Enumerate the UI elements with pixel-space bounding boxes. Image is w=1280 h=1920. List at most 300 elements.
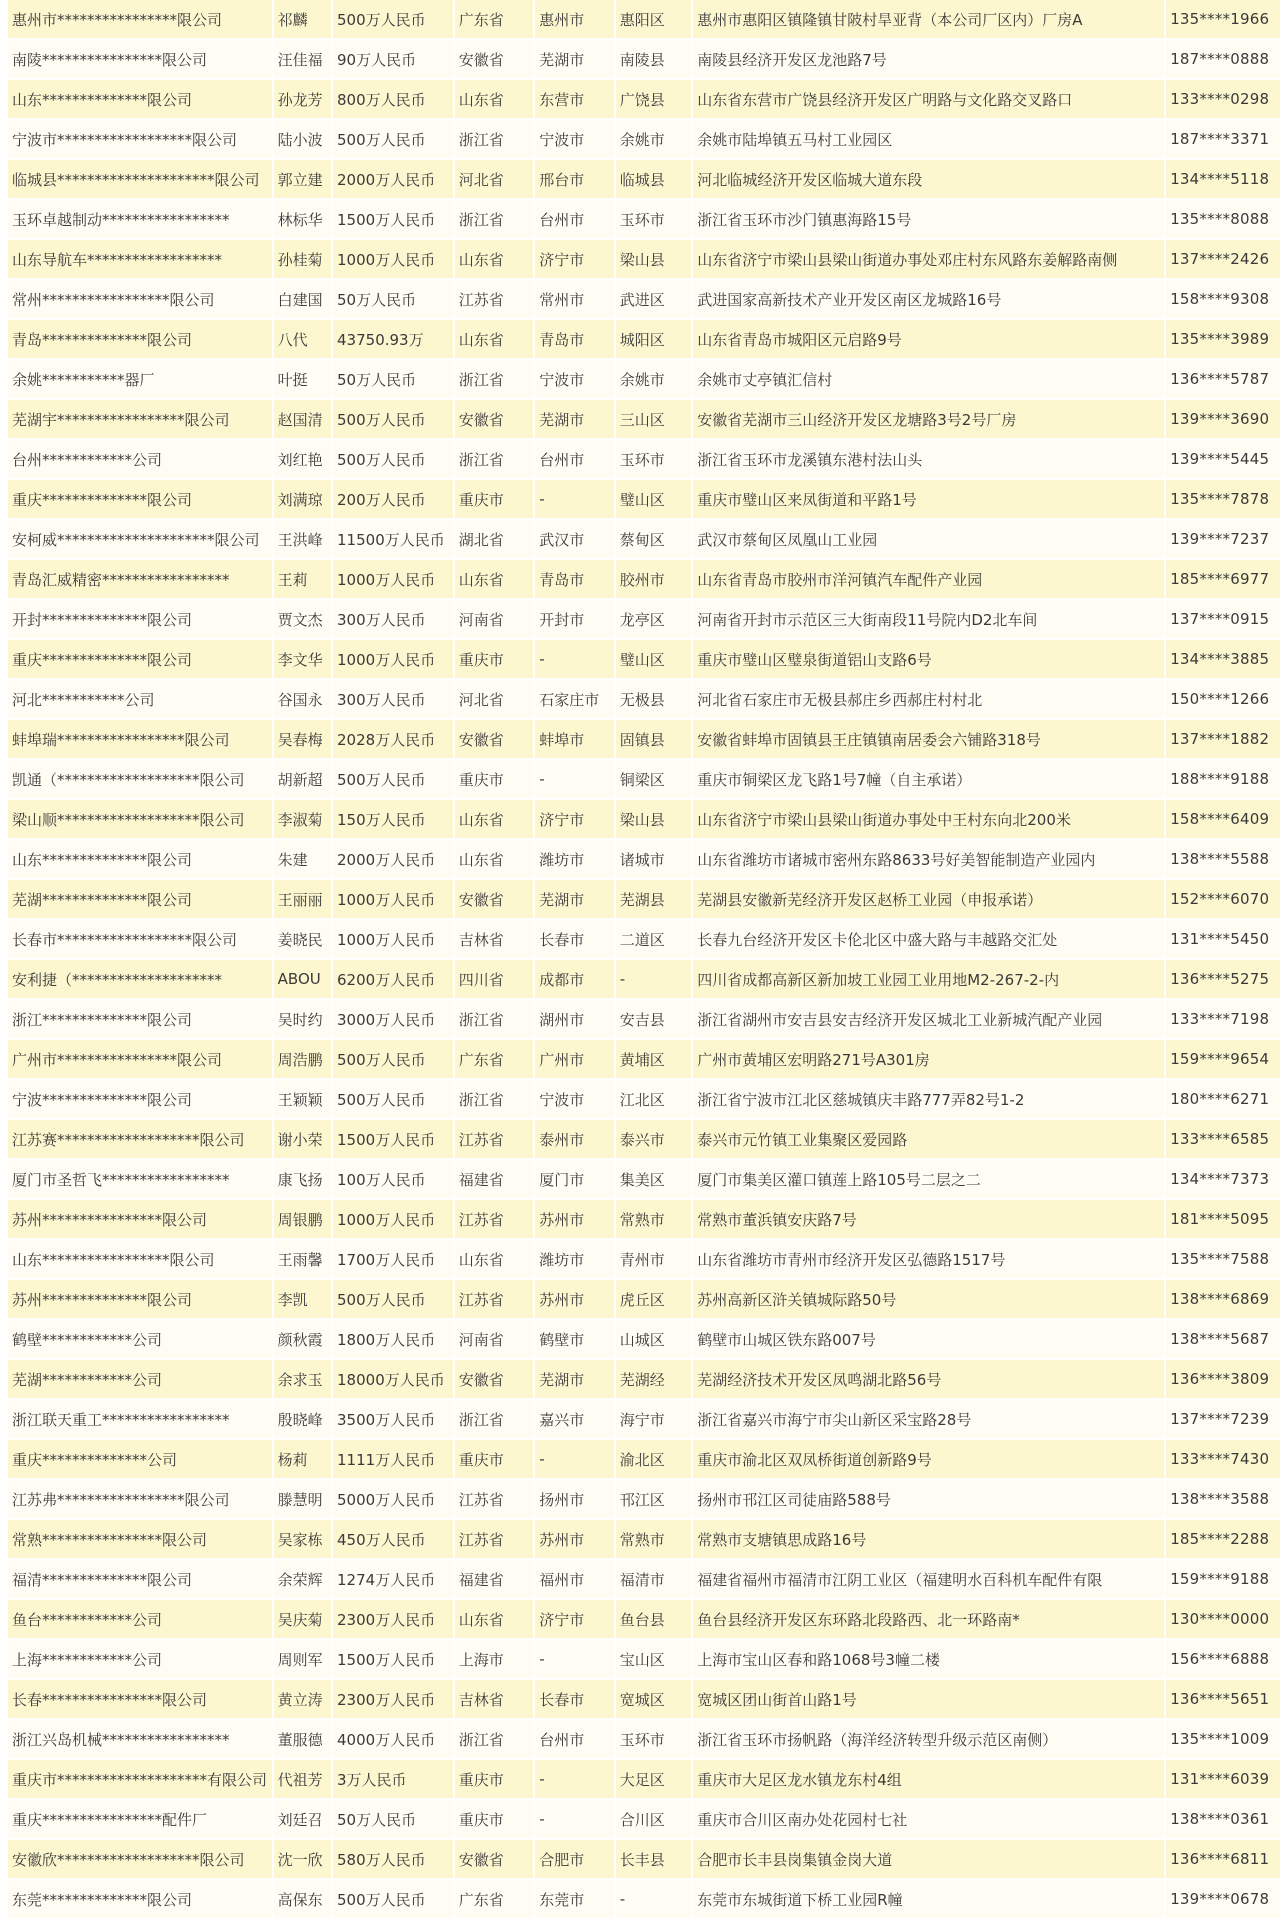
- legal-person-cell: 颜秋霞: [274, 1320, 333, 1360]
- city-cell: 芜湖市: [535, 880, 616, 920]
- address-cell: 重庆市大足区龙水镇龙东村4组: [693, 1760, 1166, 1800]
- registered-capital-cell: 3万人民币: [333, 1760, 455, 1800]
- province-cell: 江苏省: [455, 280, 536, 320]
- table-row: [8, 320, 1280, 360]
- company-name-cell: 长春市******************限公司: [8, 920, 274, 960]
- registered-capital-cell: 90万人民币: [333, 40, 455, 80]
- registered-capital-cell: 1500万人民币: [333, 1640, 455, 1680]
- district-cell: 芜湖县: [616, 880, 693, 920]
- province-cell: 广东省: [455, 1040, 536, 1080]
- province-cell: 浙江省: [455, 1080, 536, 1120]
- table-row: [8, 1160, 1280, 1200]
- city-cell: 宁波市: [535, 360, 616, 400]
- table-row: [8, 80, 1280, 120]
- registered-capital-cell: 500万人民币: [333, 400, 455, 440]
- legal-person-cell: 沈一欣: [274, 1840, 333, 1880]
- address-cell: 扬州市邗江区司徒庙路588号: [693, 1480, 1166, 1520]
- company-name-cell: 江苏赛*******************限公司: [8, 1120, 274, 1160]
- address-cell: 河北临城经济开发区临城大道东段: [693, 160, 1166, 200]
- legal-person-cell: ABOU: [274, 960, 333, 1000]
- company-name-cell: 上海************公司: [8, 1640, 274, 1680]
- district-cell: 常熟市: [616, 1200, 693, 1240]
- table-row: [8, 440, 1280, 480]
- table-row: [8, 1120, 1280, 1160]
- province-cell: 重庆市: [455, 1440, 536, 1480]
- district-cell: 宽城区: [616, 1680, 693, 1720]
- legal-person-cell: 朱建: [274, 840, 333, 880]
- district-cell: 安吉县: [616, 1000, 693, 1040]
- table-row: [8, 840, 1280, 880]
- phone-cell: 135****8088: [1166, 200, 1280, 240]
- province-cell: 山东省: [455, 240, 536, 280]
- phone-cell: 139****3690: [1166, 400, 1280, 440]
- city-cell: 广州市: [535, 1040, 616, 1080]
- registered-capital-cell: 500万人民币: [333, 0, 455, 40]
- legal-person-cell: 八代: [274, 320, 333, 360]
- district-cell: 大足区: [616, 1760, 693, 1800]
- table-row: [8, 1400, 1280, 1440]
- address-cell: 厦门市集美区灌口镇莲上路105号二层之二: [693, 1160, 1166, 1200]
- legal-person-cell: 王颖颖: [274, 1080, 333, 1120]
- company-name-cell: 余姚***********器厂: [8, 360, 274, 400]
- table-row: [8, 600, 1280, 640]
- province-cell: 山东省: [455, 320, 536, 360]
- registered-capital-cell: 1000万人民币: [333, 920, 455, 960]
- city-cell: 宁波市: [535, 1080, 616, 1120]
- city-cell: -: [535, 1760, 616, 1800]
- district-cell: 邗江区: [616, 1480, 693, 1520]
- province-cell: 吉林省: [455, 1680, 536, 1720]
- province-cell: 浙江省: [455, 440, 536, 480]
- registered-capital-cell: 500万人民币: [333, 1080, 455, 1120]
- address-cell: 安徽省芜湖市三山经济开发区龙塘路3号2号厂房: [693, 400, 1166, 440]
- registered-capital-cell: 6200万人民币: [333, 960, 455, 1000]
- address-cell: 常熟市支塘镇思成路16号: [693, 1520, 1166, 1560]
- table-row: [8, 120, 1280, 160]
- company-name-cell: 福清**************限公司: [8, 1560, 274, 1600]
- company-name-cell: 蚌埠瑞*****************限公司: [8, 720, 274, 760]
- address-cell: 芜湖县安徽新芜经济开发区赵桥工业园（申报承诺）: [693, 880, 1166, 920]
- legal-person-cell: 赵国清: [274, 400, 333, 440]
- phone-cell: 135****1966: [1166, 0, 1280, 40]
- city-cell: 济宁市: [535, 800, 616, 840]
- legal-person-cell: 吴庆菊: [274, 1600, 333, 1640]
- company-name-cell: 重庆**************公司: [8, 1440, 274, 1480]
- registered-capital-cell: 580万人民币: [333, 1840, 455, 1880]
- legal-person-cell: 周则军: [274, 1640, 333, 1680]
- company-name-cell: 安柯威*********************限公司: [8, 520, 274, 560]
- company-name-cell: 鱼台************公司: [8, 1600, 274, 1640]
- province-cell: 江苏省: [455, 1120, 536, 1160]
- city-cell: -: [535, 640, 616, 680]
- city-cell: 东营市: [535, 80, 616, 120]
- phone-cell: 138****0361: [1166, 1800, 1280, 1840]
- company-name-cell: 广州市****************限公司: [8, 1040, 274, 1080]
- phone-cell: 133****6585: [1166, 1120, 1280, 1160]
- city-cell: 长春市: [535, 1680, 616, 1720]
- city-cell: 泰州市: [535, 1120, 616, 1160]
- address-cell: 山东省济宁市梁山县梁山街道办事处中王村东向北200米: [693, 800, 1166, 840]
- legal-person-cell: 康飞扬: [274, 1160, 333, 1200]
- district-cell: 虎丘区: [616, 1280, 693, 1320]
- phone-cell: 187****0888: [1166, 40, 1280, 80]
- legal-person-cell: 孙桂菊: [274, 240, 333, 280]
- phone-cell: 138****3588: [1166, 1480, 1280, 1520]
- address-cell: 上海市宝山区春和路1068号3幢二楼: [693, 1640, 1166, 1680]
- district-cell: 海宁市: [616, 1400, 693, 1440]
- registered-capital-cell: 500万人民币: [333, 1040, 455, 1080]
- city-cell: 邢台市: [535, 160, 616, 200]
- company-name-cell: 重庆****************配件厂: [8, 1800, 274, 1840]
- company-name-cell: 芜湖宇*****************限公司: [8, 400, 274, 440]
- district-cell: 常熟市: [616, 1520, 693, 1560]
- district-cell: 玉环市: [616, 200, 693, 240]
- province-cell: 安徽省: [455, 720, 536, 760]
- district-cell: 芜湖经: [616, 1360, 693, 1400]
- company-name-cell: 长春****************限公司: [8, 1680, 274, 1720]
- province-cell: 浙江省: [455, 360, 536, 400]
- province-cell: 浙江省: [455, 200, 536, 240]
- phone-cell: 137****1882: [1166, 720, 1280, 760]
- registered-capital-cell: 11500万人民币: [333, 520, 455, 560]
- registered-capital-cell: 1000万人民币: [333, 560, 455, 600]
- district-cell: 集美区: [616, 1160, 693, 1200]
- city-cell: 合肥市: [535, 1840, 616, 1880]
- province-cell: 江苏省: [455, 1480, 536, 1520]
- table-row: [8, 1600, 1280, 1640]
- address-cell: 重庆市铜梁区龙飞路1号7幢（自主承诺）: [693, 760, 1166, 800]
- table-body: [8, 0, 1280, 1920]
- district-cell: 龙亭区: [616, 600, 693, 640]
- phone-cell: 131****6039: [1166, 1760, 1280, 1800]
- phone-cell: 135****1009: [1166, 1720, 1280, 1760]
- registered-capital-cell: 2300万人民币: [333, 1680, 455, 1720]
- phone-cell: 159****9654: [1166, 1040, 1280, 1080]
- registered-capital-cell: 500万人民币: [333, 1880, 455, 1920]
- address-cell: 河北省石家庄市无极县郝庄乡西郝庄村村北: [693, 680, 1166, 720]
- table-row: [8, 280, 1280, 320]
- district-cell: 玉环市: [616, 1720, 693, 1760]
- address-cell: 长春九台经济开发区卡伦北区中盛大路与丰越路交汇处: [693, 920, 1166, 960]
- company-name-cell: 山东导航车******************: [8, 240, 274, 280]
- address-cell: 武汉市蔡甸区凤凰山工业园: [693, 520, 1166, 560]
- phone-cell: 130****0000: [1166, 1600, 1280, 1640]
- phone-cell: 138****6869: [1166, 1280, 1280, 1320]
- province-cell: 四川省: [455, 960, 536, 1000]
- address-cell: 山东省青岛市胶州市洋河镇汽车配件产业园: [693, 560, 1166, 600]
- district-cell: 三山区: [616, 400, 693, 440]
- table-row: [8, 1200, 1280, 1240]
- table-row: [8, 1000, 1280, 1040]
- province-cell: 江苏省: [455, 1280, 536, 1320]
- legal-person-cell: 殷晓峰: [274, 1400, 333, 1440]
- city-cell: 长春市: [535, 920, 616, 960]
- company-name-cell: 宁波**************限公司: [8, 1080, 274, 1120]
- legal-person-cell: 胡新超: [274, 760, 333, 800]
- province-cell: 浙江省: [455, 1400, 536, 1440]
- legal-person-cell: 刘满琼: [274, 480, 333, 520]
- company-name-cell: 山东**************限公司: [8, 80, 274, 120]
- table-row: [8, 720, 1280, 760]
- province-cell: 河北省: [455, 680, 536, 720]
- phone-cell: 139****0678: [1166, 1880, 1280, 1920]
- address-cell: 山东省潍坊市诸城市密州东路8633号好美智能制造产业园内: [693, 840, 1166, 880]
- city-cell: -: [535, 1440, 616, 1480]
- registered-capital-cell: 500万人民币: [333, 120, 455, 160]
- city-cell: 湖州市: [535, 1000, 616, 1040]
- legal-person-cell: 周浩鹏: [274, 1040, 333, 1080]
- city-cell: 台州市: [535, 200, 616, 240]
- registered-capital-cell: 1000万人民币: [333, 880, 455, 920]
- city-cell: 扬州市: [535, 1480, 616, 1520]
- company-name-cell: 惠州市****************限公司: [8, 0, 274, 40]
- district-cell: 璧山区: [616, 480, 693, 520]
- company-name-cell: 开封**************限公司: [8, 600, 274, 640]
- registered-capital-cell: 300万人民币: [333, 680, 455, 720]
- company-name-cell: 山东**************限公司: [8, 840, 274, 880]
- district-cell: 江北区: [616, 1080, 693, 1120]
- district-cell: 梁山县: [616, 240, 693, 280]
- legal-person-cell: 王莉: [274, 560, 333, 600]
- province-cell: 山东省: [455, 80, 536, 120]
- company-name-cell: 常熟****************限公司: [8, 1520, 274, 1560]
- address-cell: 重庆市璧山区璧泉街道铝山支路6号: [693, 640, 1166, 680]
- legal-person-cell: 吴时约: [274, 1000, 333, 1040]
- province-cell: 山东省: [455, 560, 536, 600]
- table-row: [8, 1720, 1280, 1760]
- phone-cell: 136****3809: [1166, 1360, 1280, 1400]
- address-cell: 芜湖经济技术开发区凤鸣湖北路56号: [693, 1360, 1166, 1400]
- district-cell: 余姚市: [616, 120, 693, 160]
- phone-cell: 136****5651: [1166, 1680, 1280, 1720]
- city-cell: 鹤壁市: [535, 1320, 616, 1360]
- address-cell: 四川省成都高新区新加坡工业园工业用地M2-267-2-内: [693, 960, 1166, 1000]
- legal-person-cell: 李文华: [274, 640, 333, 680]
- address-cell: 合肥市长丰县岗集镇金岗大道: [693, 1840, 1166, 1880]
- legal-person-cell: 周银鹏: [274, 1200, 333, 1240]
- phone-cell: 185****6977: [1166, 560, 1280, 600]
- table-row: [8, 760, 1280, 800]
- company-name-cell: 青岛汇威精密*****************: [8, 560, 274, 600]
- phone-cell: 180****6271: [1166, 1080, 1280, 1120]
- city-cell: 苏州市: [535, 1200, 616, 1240]
- city-cell: 台州市: [535, 440, 616, 480]
- address-cell: 武进国家高新技术产业开发区南区龙城路16号: [693, 280, 1166, 320]
- city-cell: 潍坊市: [535, 1240, 616, 1280]
- table-row: [8, 160, 1280, 200]
- city-cell: 成都市: [535, 960, 616, 1000]
- legal-person-cell: 刘红艳: [274, 440, 333, 480]
- legal-person-cell: 李淑菊: [274, 800, 333, 840]
- district-cell: 梁山县: [616, 800, 693, 840]
- phone-cell: 188****9188: [1166, 760, 1280, 800]
- province-cell: 安徽省: [455, 1360, 536, 1400]
- district-cell: 诸城市: [616, 840, 693, 880]
- district-cell: 玉环市: [616, 440, 693, 480]
- legal-person-cell: 吴春梅: [274, 720, 333, 760]
- phone-cell: 134****5118: [1166, 160, 1280, 200]
- district-cell: 铜梁区: [616, 760, 693, 800]
- legal-person-cell: 王丽丽: [274, 880, 333, 920]
- city-cell: 芜湖市: [535, 1360, 616, 1400]
- registered-capital-cell: 450万人民币: [333, 1520, 455, 1560]
- city-cell: 石家庄市: [535, 680, 616, 720]
- table-row: [8, 1680, 1280, 1720]
- company-name-cell: 苏州****************限公司: [8, 1200, 274, 1240]
- legal-person-cell: 叶挺: [274, 360, 333, 400]
- company-name-cell: 台州************公司: [8, 440, 274, 480]
- registered-capital-cell: 200万人民币: [333, 480, 455, 520]
- table-row: [8, 1760, 1280, 1800]
- district-cell: 无极县: [616, 680, 693, 720]
- district-cell: 临城县: [616, 160, 693, 200]
- registered-capital-cell: 800万人民币: [333, 80, 455, 120]
- table-row: [8, 920, 1280, 960]
- district-cell: 鱼台县: [616, 1600, 693, 1640]
- company-name-cell: 河北***********公司: [8, 680, 274, 720]
- address-cell: 浙江省嘉兴市海宁市尖山新区采宝路28号: [693, 1400, 1166, 1440]
- city-cell: 惠州市: [535, 0, 616, 40]
- city-cell: 青岛市: [535, 320, 616, 360]
- province-cell: 湖北省: [455, 520, 536, 560]
- province-cell: 山东省: [455, 1600, 536, 1640]
- company-name-cell: 南陵****************限公司: [8, 40, 274, 80]
- district-cell: -: [616, 960, 693, 1000]
- province-cell: 福建省: [455, 1160, 536, 1200]
- phone-cell: 136****5275: [1166, 960, 1280, 1000]
- company-name-cell: 临城县*********************限公司: [8, 160, 274, 200]
- district-cell: 蔡甸区: [616, 520, 693, 560]
- province-cell: 重庆市: [455, 1800, 536, 1840]
- company-name-cell: 重庆**************限公司: [8, 640, 274, 680]
- legal-person-cell: 王雨馨: [274, 1240, 333, 1280]
- table-row: [8, 1840, 1280, 1880]
- address-cell: 浙江省玉环市龙溪镇东港村法山头: [693, 440, 1166, 480]
- province-cell: 安徽省: [455, 1840, 536, 1880]
- province-cell: 福建省: [455, 1560, 536, 1600]
- city-cell: 芜湖市: [535, 40, 616, 80]
- address-cell: 余姚市陆埠镇五马村工业园区: [693, 120, 1166, 160]
- city-cell: -: [535, 760, 616, 800]
- address-cell: 惠州市惠阳区镇隆镇甘陂村旱亚背（本公司厂区内）厂房A: [693, 0, 1166, 40]
- phone-cell: 138****5588: [1166, 840, 1280, 880]
- phone-cell: 135****7878: [1166, 480, 1280, 520]
- address-cell: 浙江省宁波市江北区慈城镇庆丰路777弄82号1-2: [693, 1080, 1166, 1120]
- province-cell: 山东省: [455, 800, 536, 840]
- phone-cell: 158****9308: [1166, 280, 1280, 320]
- legal-person-cell: 高保东: [274, 1880, 333, 1920]
- district-cell: 宝山区: [616, 1640, 693, 1680]
- phone-cell: 137****0915: [1166, 600, 1280, 640]
- company-name-cell: 芜湖************公司: [8, 1360, 274, 1400]
- city-cell: 东莞市: [535, 1880, 616, 1920]
- legal-person-cell: 谷国永: [274, 680, 333, 720]
- province-cell: 重庆市: [455, 640, 536, 680]
- phone-cell: 133****0298: [1166, 80, 1280, 120]
- legal-person-cell: 郭立建: [274, 160, 333, 200]
- registered-capital-cell: 1000万人民币: [333, 640, 455, 680]
- district-cell: 南陵县: [616, 40, 693, 80]
- registered-capital-cell: 1000万人民币: [333, 1200, 455, 1240]
- address-cell: 常熟市董浜镇安庆路7号: [693, 1200, 1166, 1240]
- registered-capital-cell: 500万人民币: [333, 760, 455, 800]
- province-cell: 吉林省: [455, 920, 536, 960]
- table-row: [8, 400, 1280, 440]
- registered-capital-cell: 500万人民币: [333, 440, 455, 480]
- address-cell: 鱼台县经济开发区东环路北段路西、北一环路南*: [693, 1600, 1166, 1640]
- district-cell: 武进区: [616, 280, 693, 320]
- legal-person-cell: 吴家栋: [274, 1520, 333, 1560]
- company-name-cell: 宁波市******************限公司: [8, 120, 274, 160]
- address-cell: 山东省东营市广饶县经济开发区广明路与文化路交叉路口: [693, 80, 1166, 120]
- district-cell: 城阳区: [616, 320, 693, 360]
- province-cell: 浙江省: [455, 1720, 536, 1760]
- table-row: [8, 1560, 1280, 1600]
- table-row: [8, 200, 1280, 240]
- company-name-cell: 重庆市********************有限公司: [8, 1760, 274, 1800]
- legal-person-cell: 滕慧明: [274, 1480, 333, 1520]
- district-cell: 广饶县: [616, 80, 693, 120]
- company-name-cell: 芜湖**************限公司: [8, 880, 274, 920]
- phone-cell: 131****5450: [1166, 920, 1280, 960]
- city-cell: 常州市: [535, 280, 616, 320]
- table-row: [8, 1520, 1280, 1560]
- table-row: [8, 960, 1280, 1000]
- city-cell: 济宁市: [535, 1600, 616, 1640]
- district-cell: -: [616, 1880, 693, 1920]
- company-name-cell: 东莞**************限公司: [8, 1880, 274, 1920]
- legal-person-cell: 姜晓民: [274, 920, 333, 960]
- province-cell: 重庆市: [455, 1760, 536, 1800]
- registered-capital-cell: 2028万人民币: [333, 720, 455, 760]
- registered-capital-cell: 1500万人民币: [333, 1120, 455, 1160]
- table-row: [8, 1320, 1280, 1360]
- address-cell: 山东省济宁市梁山县梁山街道办事处邓庄村东风路东姜解路南侧: [693, 240, 1166, 280]
- phone-cell: 181****5095: [1166, 1200, 1280, 1240]
- city-cell: 开封市: [535, 600, 616, 640]
- province-cell: 上海市: [455, 1640, 536, 1680]
- address-cell: 东莞市东城街道下桥工业园R幢: [693, 1880, 1166, 1920]
- phone-cell: 150****1266: [1166, 680, 1280, 720]
- legal-person-cell: 陆小波: [274, 120, 333, 160]
- registered-capital-cell: 18000万人民币: [333, 1360, 455, 1400]
- company-name-cell: 梁山顺*******************限公司: [8, 800, 274, 840]
- city-cell: 嘉兴市: [535, 1400, 616, 1440]
- phone-cell: 134****7373: [1166, 1160, 1280, 1200]
- province-cell: 浙江省: [455, 120, 536, 160]
- address-cell: 余姚市丈亭镇汇信村: [693, 360, 1166, 400]
- address-cell: 重庆市合川区南办处花园村七社: [693, 1800, 1166, 1840]
- table-row: [8, 1240, 1280, 1280]
- city-cell: -: [535, 1800, 616, 1840]
- registered-capital-cell: 1500万人民币: [333, 200, 455, 240]
- registered-capital-cell: 1700万人民币: [333, 1240, 455, 1280]
- district-cell: 泰兴市: [616, 1120, 693, 1160]
- city-cell: 青岛市: [535, 560, 616, 600]
- city-cell: 台州市: [535, 1720, 616, 1760]
- legal-person-cell: 代祖芳: [274, 1760, 333, 1800]
- phone-cell: 135****3989: [1166, 320, 1280, 360]
- company-name-cell: 浙江联天重工*****************: [8, 1400, 274, 1440]
- company-name-cell: 浙江**************限公司: [8, 1000, 274, 1040]
- phone-cell: 138****5687: [1166, 1320, 1280, 1360]
- table-row: [8, 1360, 1280, 1400]
- address-cell: 浙江省湖州市安吉县安吉经济开发区城北工业新城汽配产业园: [693, 1000, 1166, 1040]
- province-cell: 安徽省: [455, 40, 536, 80]
- province-cell: 安徽省: [455, 880, 536, 920]
- legal-person-cell: 李凯: [274, 1280, 333, 1320]
- district-cell: 合川区: [616, 1800, 693, 1840]
